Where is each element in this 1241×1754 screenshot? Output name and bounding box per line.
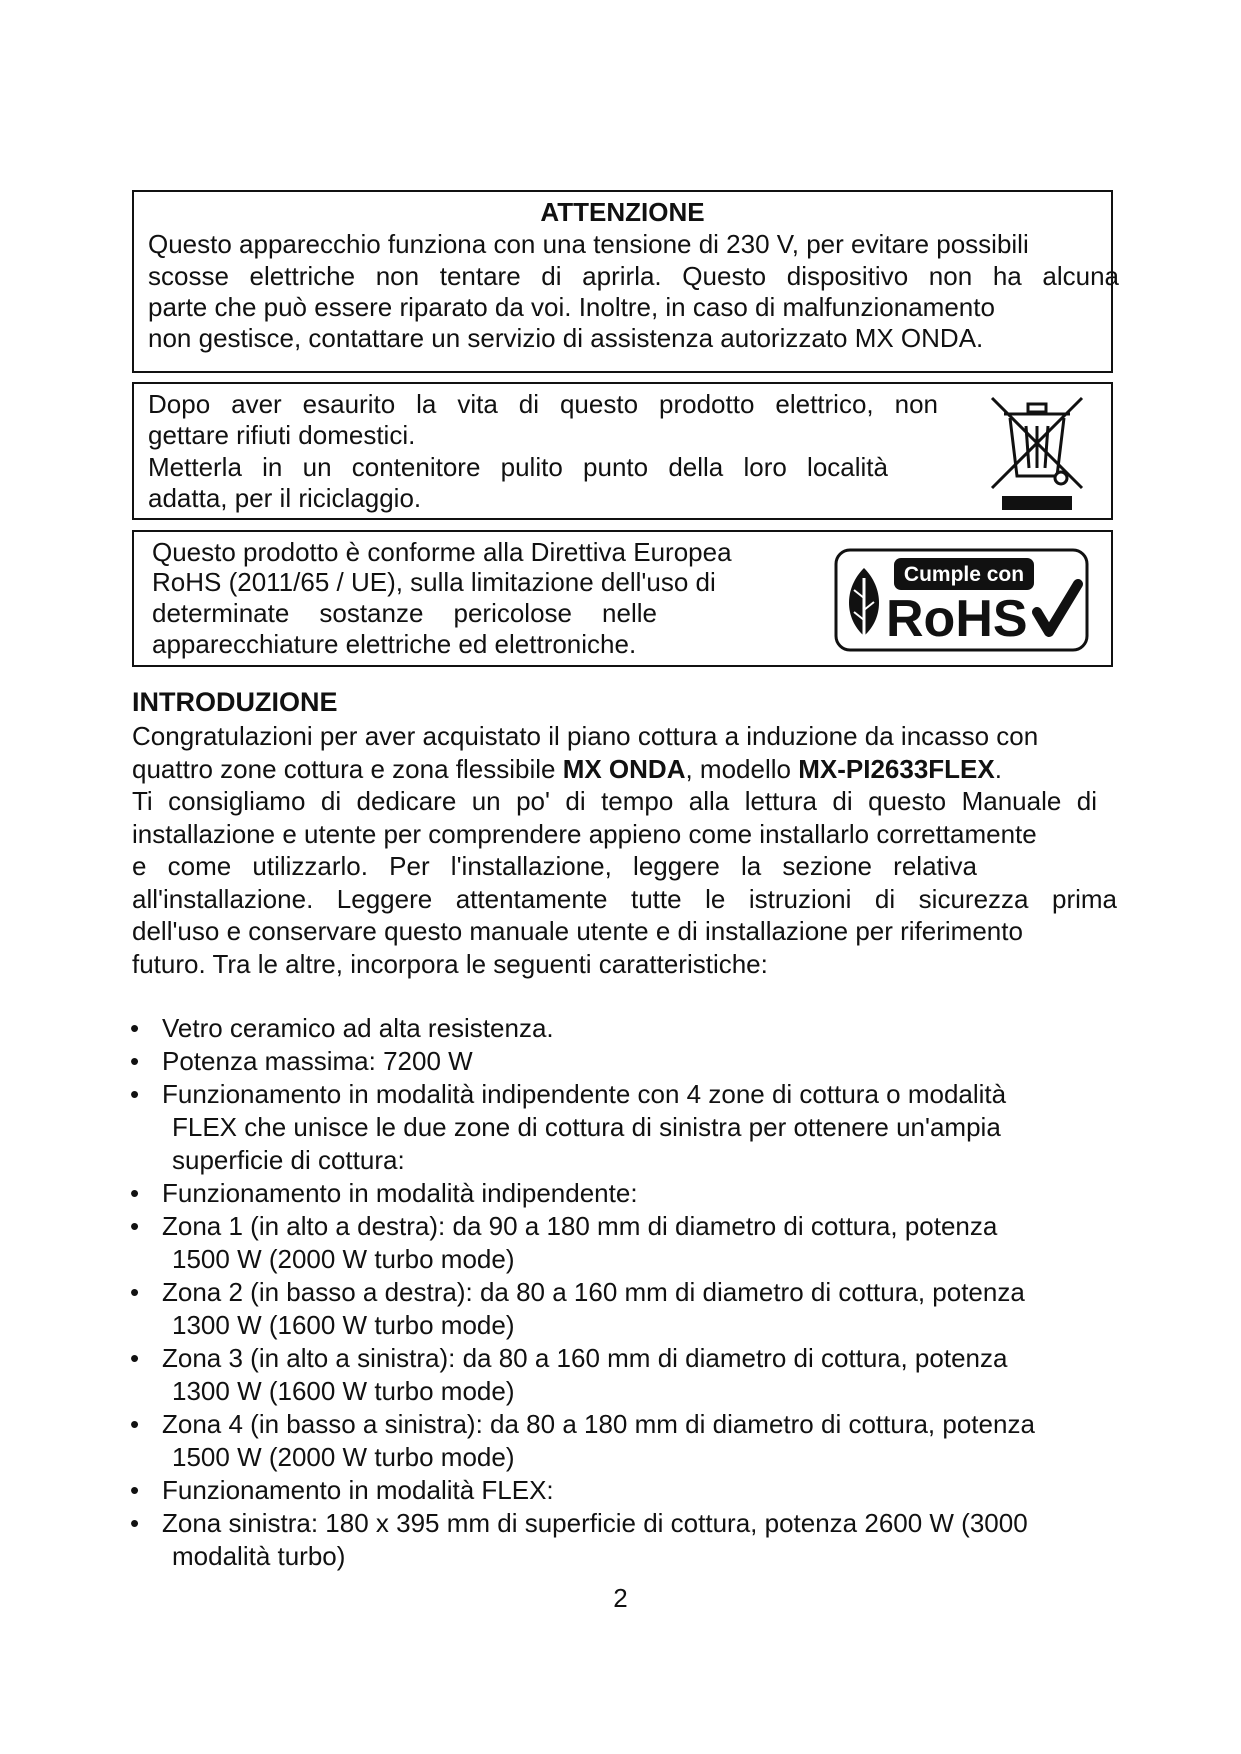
list-item: • Funzionamento in modalità indipendente: bbox=[120, 1177, 1120, 1210]
disposal-line: Dopo aver esaurito la vita di questo prodotto elettrico, non bbox=[148, 389, 938, 419]
intro-line: dell'uso e conservare questo manuale utente e di installazione per riferimento bbox=[132, 916, 1023, 946]
intro-line: quattro zone cottura e zona flessibile MX ONDA, modello MX-PI2633FLEX. bbox=[132, 753, 1002, 784]
warning-line: scosse elettriche non tentare di aprirla. Questo dispositivo non ha alcuna bbox=[148, 261, 1119, 291]
intro-line: e come utilizzarlo. Per l'installazione, leggere la sezione relativa bbox=[132, 851, 977, 881]
rohs-compliance-logo bbox=[834, 548, 1089, 652]
rohs-line: determinate sostanze pericolose nelle bbox=[152, 598, 657, 628]
disposal-line: adatta, per il riciclaggio. bbox=[148, 483, 422, 513]
warning-line: parte che può essere riparato da voi. Inoltre, in caso di malfunzionamento bbox=[148, 292, 995, 322]
intro-line: Congratulazioni per aver acquistato il piano cottura a induzione da incasso con bbox=[132, 721, 1039, 751]
intro-line: futuro. Tra le altre, incorpora le seguenti caratteristiche: bbox=[132, 948, 768, 979]
crossed-bin-icon bbox=[984, 392, 1094, 512]
list-item: • Funzionamento in modalità FLEX: bbox=[120, 1474, 1120, 1507]
list-item: • Zona 1 (in alto a destra): da 90 a 180 mm di diametro di cottura, potenza 1500 W (2000 W turbo mode) bbox=[120, 1210, 1120, 1276]
intro-line: installazione e utente per comprendere appieno come installarlo correttamente bbox=[132, 818, 1037, 849]
disposal-box bbox=[132, 382, 1113, 520]
warning-box bbox=[132, 190, 1119, 373]
warning-line: Questo apparecchio funziona con una tensione di 230 V, per evitare possibili bbox=[148, 229, 1029, 259]
intro-line: Ti consigliamo di dedicare un po' di tempo alla lettura di questo Manuale di bbox=[132, 786, 1097, 816]
rohs-line: Questo prodotto è conforme alla Direttiva Europea bbox=[152, 537, 732, 567]
model-name: MX-PI2633FLEX bbox=[798, 753, 995, 784]
features-list bbox=[120, 1012, 1120, 1573]
rohs-box bbox=[132, 530, 1113, 667]
intro-paragraph bbox=[132, 720, 1117, 980]
disposal-line: Metterla in un contenitore pulito punto della loro località bbox=[148, 452, 888, 482]
warning-title: ATTENZIONE bbox=[540, 197, 705, 227]
rohs-logo-top-text: Cumple con bbox=[903, 563, 1025, 586]
list-item: • Zona 4 (in basso a sinistra): da 80 a 180 mm di diametro di cottura, potenza 1500 W (2000 W turbo mode) bbox=[120, 1408, 1120, 1474]
intro-line: all'installazione. Leggere attentamente tutte le istruzioni di sicurezza prima bbox=[132, 883, 1117, 914]
rohs-line: apparecchiature elettriche ed elettroniche. bbox=[152, 629, 637, 659]
list-item: • Potenza massima: 7200 W bbox=[120, 1045, 1120, 1078]
list-item: • Zona sinistra: 180 x 395 mm di superficie di cottura, potenza 2600 W (3000 modalità turbo) bbox=[120, 1507, 1120, 1573]
brand-name: MX ONDA bbox=[562, 753, 686, 784]
warning-line: non gestisce, contattare un servizio di assistenza autorizzato MX ONDA. bbox=[148, 323, 984, 353]
list-item: • Zona 3 (in alto a sinistra): da 80 a 160 mm di diametro di cottura, potenza 1300 W (1600 W turbo mode) bbox=[120, 1342, 1120, 1408]
list-item: • Vetro ceramico ad alta resistenza. bbox=[120, 1012, 1120, 1045]
page-number: 2 bbox=[613, 1583, 628, 1613]
section-title: INTRODUZIONE bbox=[132, 687, 338, 717]
disposal-line: gettare rifiuti domestici. bbox=[148, 420, 416, 450]
rohs-logo-main-text: RoHS bbox=[886, 590, 1028, 648]
list-item: • Funzionamento in modalità indipendente con 4 zone di cottura o modalità FLEX che unisce le due zone di cottura di sinistra per ottenere un'ampia superficie di cottura: bbox=[120, 1078, 1120, 1177]
list-item: • Zona 2 (in basso a destra): da 80 a 160 mm di diametro di cottura, potenza 1300 W (1600 W turbo mode) bbox=[120, 1276, 1120, 1342]
rohs-line: RoHS (2011/65 / UE), sulla limitazione dell'uso di bbox=[152, 567, 716, 597]
